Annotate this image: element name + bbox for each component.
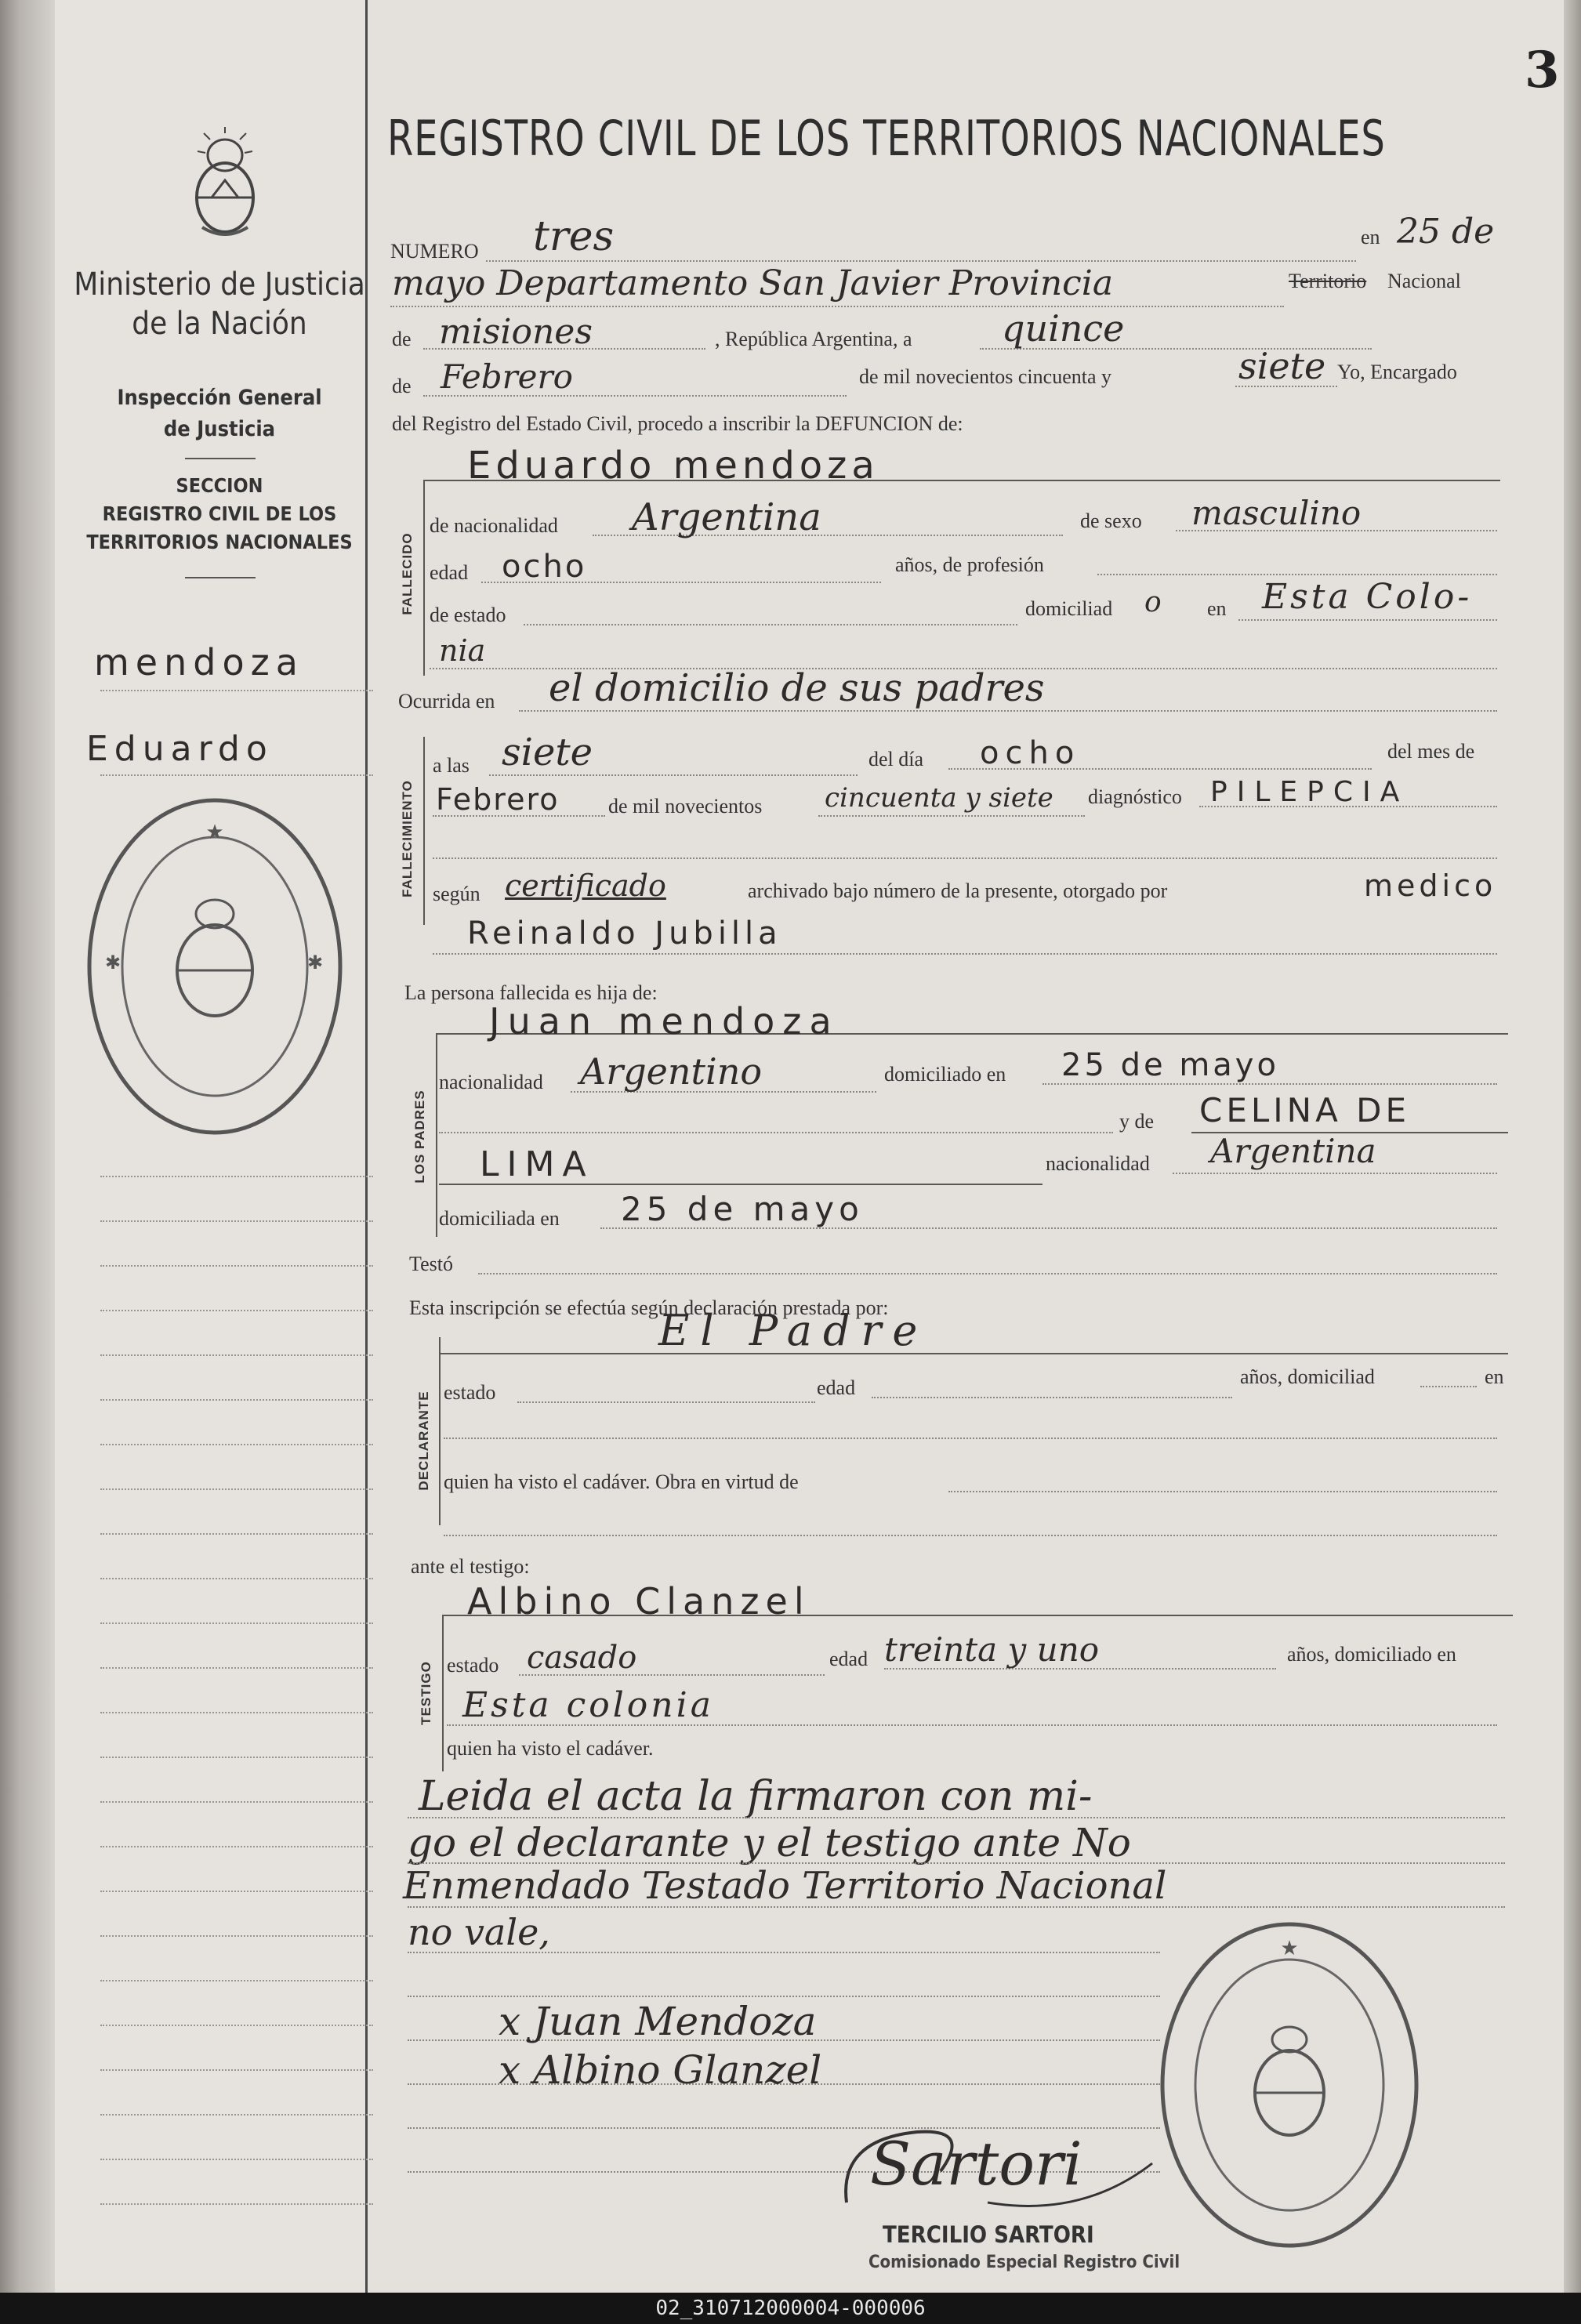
bracket — [436, 1033, 437, 1237]
label-de-mil-2: de mil novecientos — [608, 795, 763, 818]
dotline — [486, 260, 1356, 262]
bracket — [439, 1337, 441, 1525]
stub-ruled-line — [100, 1846, 373, 1847]
section-line-2: REGISTRO CIVIL DE LOS — [102, 502, 337, 525]
section-line-3: TERRITORIOS NACIONALES — [86, 531, 353, 553]
label-quien-visto-2: quien ha visto el cadáver. — [447, 1737, 654, 1760]
side-label-padres: LOS PADRES — [412, 1089, 427, 1184]
label-nacionalidad-2: nacionalidad — [439, 1071, 543, 1093]
stub-surname: mendoza — [94, 641, 304, 683]
label-domiciliado-en: domiciliado en — [884, 1063, 1006, 1086]
svg-text:✱: ✱ — [307, 952, 324, 973]
official-title: Comisionado Especial Registro Civil — [868, 2253, 1180, 2272]
value-hora: siete — [502, 731, 593, 774]
label-anos-domiciliado: años, domiciliado en — [1287, 1643, 1456, 1666]
official-seal-icon — [1152, 1912, 1427, 2257]
label-de-mil: de mil novecientos cincuenta y — [859, 365, 1112, 388]
label-nacionalidad-3: nacionalidad — [1046, 1152, 1150, 1175]
stub-ruled-line — [100, 2203, 373, 2205]
dotline — [444, 1535, 1497, 1536]
dotline — [478, 1273, 1497, 1274]
svg-text:★: ★ — [205, 821, 224, 844]
label-anos-profesion: años, de profesión — [895, 553, 1044, 576]
dotline — [439, 1132, 1113, 1133]
stub-given-name: Eduardo — [86, 729, 274, 769]
value-madre-nac: Argentina — [1210, 1132, 1376, 1170]
label-de-2: de — [392, 375, 412, 397]
ministry-line-1: Ministerio de Justicia — [74, 266, 365, 303]
official-signature: Sartori — [870, 2129, 1082, 2199]
value-domicilio: Esta Colo- — [1262, 577, 1473, 617]
svg-text:✱: ✱ — [105, 952, 121, 973]
column-divider — [365, 0, 368, 2293]
dotline — [447, 1724, 1497, 1726]
dotline — [872, 1397, 1232, 1398]
label-del-dia: del día — [868, 748, 924, 770]
value-nacionalidad: Argentina — [632, 495, 821, 539]
dotline — [408, 1996, 1160, 1997]
dotline — [1043, 1083, 1497, 1085]
stub-ruled-line — [100, 1801, 373, 1803]
stub-ruled-line — [100, 1578, 373, 1579]
label-y-de: y de — [1119, 1110, 1155, 1133]
coat-of-arms-icon — [179, 125, 271, 243]
stub-ruled-line — [100, 1176, 373, 1177]
value-sexo: masculino — [1191, 494, 1362, 532]
value-madre-1: CELINA DE — [1199, 1091, 1411, 1129]
page-number: 3 — [1525, 41, 1560, 100]
dotline — [1420, 1386, 1477, 1387]
value-provincia: misiones — [439, 312, 593, 352]
label-domiciliado: domiciliad — [1025, 597, 1113, 620]
dotline — [1238, 619, 1497, 621]
official-name: TERCILIO SARTORI — [883, 2221, 1094, 2248]
label-del-registro: del Registro del Estado Civil, procedo a inscribir la DEFUNCION de: — [392, 412, 963, 435]
value-mes: Febrero — [441, 357, 573, 396]
label-de-estado: de estado — [430, 604, 506, 626]
stub-ruled-line — [100, 1310, 373, 1311]
inspection-line-1: Inspección General — [117, 386, 322, 410]
value-anio-fall: cincuenta y siete — [825, 782, 1053, 814]
label-ante-testigo: ante el testigo: — [411, 1555, 530, 1578]
dotline — [408, 1952, 1160, 1953]
label-edad-2: edad — [817, 1376, 856, 1399]
value-anio: siete — [1238, 345, 1326, 387]
value-padre-dom: 25 de mayo — [1061, 1047, 1279, 1083]
dotline — [444, 1438, 1497, 1439]
value-medico: Reinaldo Jubilla — [467, 915, 782, 952]
stub-ruled-line — [100, 1622, 373, 1624]
dotline — [390, 306, 1284, 307]
label-archivado: archivado bajo número de la presente, otorgado por — [748, 879, 1168, 902]
stub-ruled-line — [100, 1891, 373, 1892]
value-dia: quince — [1002, 307, 1125, 350]
dotline — [408, 1817, 1505, 1818]
stub-ruled-line — [100, 1935, 373, 1937]
label-en-2: en — [1485, 1365, 1504, 1388]
stub-ruled-line — [100, 1980, 373, 1981]
section-line-1: SECCION — [176, 474, 263, 497]
signature-flourish-icon — [831, 2108, 1160, 2226]
stub-ruled-line — [100, 1354, 373, 1356]
side-label-fallecimiento: FALLECIMIENTO — [400, 780, 415, 897]
stub-ruled-line — [100, 774, 373, 776]
value-testigo-dom: Esta colonia — [462, 1685, 714, 1725]
value-testigo-estado: casado — [527, 1640, 637, 1676]
section-heading — [63, 472, 376, 557]
bracket — [423, 737, 425, 925]
image-caption: 02_310712000004-000006 — [0, 2293, 1581, 2324]
value-ocurrida: el domicilio de sus padres — [549, 666, 1045, 710]
registry-seal-icon — [82, 790, 348, 1143]
label-ocurrida: Ocurrida en — [398, 690, 495, 712]
stub-ruled-line — [100, 1399, 373, 1401]
label-nacional: Nacional — [1387, 270, 1461, 292]
dotline — [408, 1906, 1505, 1908]
value-otorgado: medico — [1364, 868, 1497, 903]
dotline — [489, 774, 858, 776]
label-edad-3: edad — [829, 1648, 868, 1670]
stub-ruled-line — [100, 1757, 373, 1758]
ministry-line-2: de la Nación — [132, 306, 307, 342]
value-diagnostico: PILEPCIA — [1210, 776, 1409, 808]
label-de: de — [392, 328, 412, 350]
value-line2: mayo Departamento San Javier Provincia — [392, 263, 1114, 303]
label-estado: estado — [444, 1381, 496, 1404]
side-label-testigo: TESTIGO — [419, 1661, 433, 1725]
label-hija: La persona fallecida es hija de: — [404, 981, 658, 1004]
stub-ruled-line — [100, 690, 373, 691]
stub-ruled-line — [100, 1220, 373, 1222]
stub-ruled-line — [100, 2159, 373, 2160]
label-territorio — [1289, 270, 1366, 293]
label-segun: según — [433, 883, 480, 905]
side-label-declarante: DECLARANTE — [416, 1390, 431, 1491]
dotline — [517, 1401, 815, 1403]
label-anos-domiciliad: años, domiciliad — [1240, 1365, 1375, 1388]
label-en: en — [1361, 226, 1380, 248]
closing-line-2: go el declarante y el testigo ante No — [408, 1820, 1131, 1865]
ministry-heading — [63, 265, 376, 343]
value-edad: ocho — [502, 549, 587, 585]
stub-ruled-line — [100, 1667, 373, 1669]
territorio-text: Territorio — [1289, 270, 1367, 292]
dotline — [524, 624, 1017, 625]
dotline — [433, 953, 1497, 955]
closing-line-1: Leida el acta la firmaron con mi- — [419, 1773, 1093, 1820]
label-edad: edad — [430, 561, 469, 584]
label-inscripcion: Esta inscripción se efectúa según declaración prestada por: — [409, 1296, 889, 1319]
stub-ruled-line — [100, 2114, 373, 2116]
closing-line-3: Enmendado Testado Territorio Nacional — [403, 1864, 1167, 1908]
label-en-dom: en — [1207, 597, 1227, 620]
label-a-las: a las — [433, 754, 470, 777]
page-edge — [1564, 0, 1581, 2293]
label-estado-2: estado — [447, 1654, 499, 1677]
stub-ruled-line — [100, 2025, 373, 2026]
value-declarante: El Padre — [658, 1306, 929, 1355]
label-republica: , República Argentina, a — [715, 328, 912, 350]
dotline — [519, 710, 1497, 712]
dotline — [818, 815, 1085, 817]
stub-ruled-line — [100, 1533, 373, 1535]
stub-ruled-line — [100, 1488, 373, 1490]
book-spine — [0, 0, 55, 2293]
stub-ruled-line — [100, 1265, 373, 1267]
bracket — [442, 1615, 444, 1771]
value-domicilio-cont: nia — [439, 633, 486, 668]
side-label-fallecido: FALLECIDO — [400, 532, 415, 615]
svg-text:★: ★ — [1280, 1937, 1299, 1960]
value-en-day: 25 de — [1397, 212, 1495, 252]
value-domicilio-letra: o — [1144, 586, 1162, 618]
dotline — [1097, 574, 1497, 575]
value-padre: Juan mendoza — [489, 1000, 839, 1042]
label-domiciliada-en: domiciliada en — [439, 1207, 560, 1230]
stub-ruled-line — [100, 1712, 373, 1713]
value-dia-fall: ocho — [980, 735, 1081, 771]
value-numero: tres — [533, 213, 615, 260]
closing-line-4: no vale, — [408, 1911, 550, 1953]
inspection-heading — [63, 382, 376, 445]
dotline — [433, 857, 1497, 859]
rule — [441, 1353, 1508, 1354]
label-quien-visto: quien ha visto el cadáver. Obra en virtud de — [444, 1470, 799, 1493]
label-diagnostico: diagnóstico — [1088, 785, 1182, 808]
signature-testigo: x Albino Glanzel — [499, 2047, 822, 2093]
label-testo: Testó — [409, 1253, 453, 1275]
rule — [439, 1184, 1043, 1185]
value-madre-dom: 25 de mayo — [621, 1190, 864, 1228]
label-del-mes: del mes de — [1387, 740, 1475, 763]
value-mes-fall: Febrero — [436, 782, 560, 817]
value-madre-2: LIMA — [480, 1144, 594, 1184]
value-testigo-edad: treinta y uno — [884, 1630, 1100, 1669]
label-yo: Yo, Encargado — [1337, 361, 1457, 383]
stub-column — [55, 0, 368, 2293]
stub-separator — [185, 458, 256, 459]
inspection-line-2: de Justicia — [163, 417, 276, 441]
value-testigo: Albino Clanzel — [467, 1580, 810, 1622]
label-nacionalidad: de nacionalidad — [430, 514, 558, 537]
stub-ruled-line — [100, 1444, 373, 1445]
dotline — [948, 1491, 1497, 1492]
value-padre-nac: Argentino — [580, 1050, 763, 1093]
stub-ruled-line — [100, 2069, 373, 2071]
bracket — [423, 480, 425, 676]
value-segun: certificado — [505, 868, 666, 903]
label-numero: NUMERO — [390, 240, 479, 263]
value-nombre: Eduardo mendoza — [467, 444, 879, 488]
signature-declarante: x Juan Mendoza — [499, 1999, 817, 2044]
stub-separator-2 — [185, 577, 256, 578]
dotline — [1173, 1173, 1497, 1174]
label-sexo: de sexo — [1080, 509, 1142, 532]
form-title: REGISTRO CIVIL DE LOS TERRITORIOS NACIONALES — [387, 110, 1386, 167]
